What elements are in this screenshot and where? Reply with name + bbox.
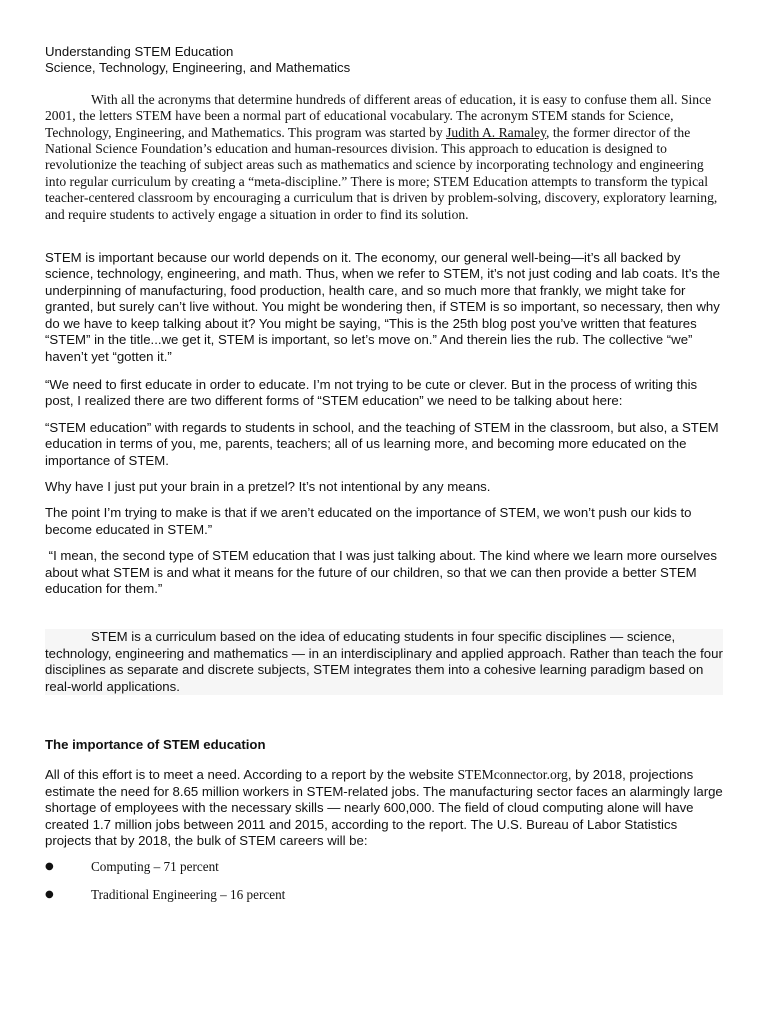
body-paragraph: “STEM education” with regards to students in school, and the teaching of STEM in the classroom, but also, a STEM education in terms of you, me, parents, teachers; all of us learning more, and becoming more educated on the importance of STEM. (45, 419, 719, 468)
author-link[interactable]: Judith A. Ramaley (446, 124, 547, 140)
document-page (45, 44, 725, 903)
intro-text-after-link: , the former director of the National Science Foundation’s education and human-resources division. This approach to education is designed to revolutionize the teaching of subject areas such as mathematics and science by incorporating technology and engineering into regular curriculum by creating a “meta-discipline.” There is more; STEM Education attempts to transform the typical teacher-centered classroom by encouraging a curriculum that is driven by problem-solving, discovery, exploratory learning, and require students to actively engage a situation in order to find its solution. (45, 124, 718, 222)
body-paragraph: Why have I just put your brain in a pretzel? It’s not intentional by any means. (45, 478, 491, 494)
bullet-icon: ● (45, 889, 54, 901)
section-heading: The importance of STEM education (45, 737, 266, 752)
bullet-text: Computing – 71 percent (91, 859, 219, 875)
document-subtitle: Science, Technology, Engineering, and Mathematics (45, 60, 351, 76)
quote-paragraph: “I mean, the second type of STEM education that I was just talking about. The kind where we learn more ourselves about what STEM is and what it means for the future of our children, so that we can then provide a better STEM education for them.” (45, 548, 721, 596)
intro-paragraph (45, 92, 725, 223)
importance-text-after-site: , by 2018, projections estimate the need for 8.65 million workers in STEM-related jobs. The manufacturing sector faces an alarmingly large shortage of employees with the necessary skills — nearly 600,000. The field of cloud computing alone will have created 1.7 million jobs between 2011 and 2015, according to the report. The U.S. Bureau of Labor Statistics projects that by 2018, the bulk of STEM careers will be: (45, 767, 723, 849)
body-paragraph: STEM is important because our world depends on it. The economy, our general well-being—it’s all backed by science, technology, engineering, and math. Thus, when we refer to STEM, it’s not just coding and lab coats. It’s the underpinning of manufacturing, food production, health care, and so much more that frankly, we might take for granted, but surely can’t live without. You might be wondering then, if STEM is so important, so necessary, then why do we have to keep talking about it? You might be saying, “This is the 25th blog post you’ve written that features “STEM” in the title...we get it, STEM is important, so let’s move on.” And therein lies the rub. The collective “we” haven’t yet “gotten it.” (45, 250, 720, 364)
bullet-icon: ● (45, 861, 54, 873)
body-paragraph: The point I’m trying to make is that if we aren’t educated on the importance of STEM, we won’t push our kids to become educated in STEM.” (45, 505, 692, 537)
intro-text-before-link: With all the acronyms that determine hundreds of different areas of education, it is easy to confuse them all. Since 2001, the letters STEM have been a normal part of educational vocabulary. The acronym STEM stands for Science, Technology, Engineering, and Mathematics. This program was started by (45, 91, 712, 140)
importance-paragraph (45, 767, 725, 849)
document-title: Understanding STEM Education (45, 44, 234, 59)
body-paragraph: “We need to first educate in order to educate. I’m not trying to be cute or clever. But in the process of writing this post, I realized there are two different forms of “STEM education” we need to be talking about here: (45, 376, 698, 409)
career-bullet-list (45, 859, 725, 903)
importance-text-before-site: All of this effort is to meet a need. According to a report by the website (45, 767, 458, 783)
list-item (45, 887, 725, 903)
bullet-text: Traditional Engineering – 16 percent (91, 887, 286, 903)
site-name: STEMconnector.org (457, 767, 568, 783)
list-item (45, 859, 725, 875)
definition-paragraph: STEM is a curriculum based on the idea of educating students in four specific disciplines — science, technology, engineering and mathematics — in an interdisciplinary and applied approach. Rather than teach the four disciplines as separate and discrete subjects, STEM integrates them into a cohesive learning paradigm based on real-world applications. (45, 629, 723, 694)
